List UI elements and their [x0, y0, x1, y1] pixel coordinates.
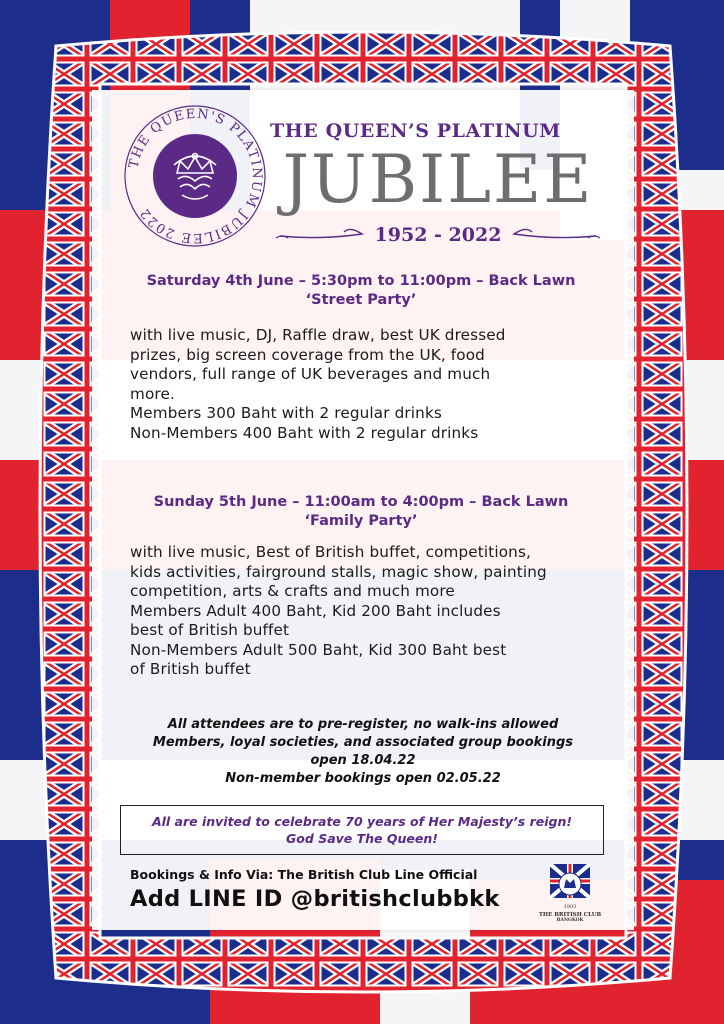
detail-line: with live music, Best of British buffet, competitions, — [130, 543, 531, 561]
notice-line: All attendees are to pre-register, no walk-ins allowed — [167, 717, 559, 732]
club-year: 1903 — [563, 904, 577, 910]
event-saturday-details — [130, 326, 600, 443]
detail-line: Non-Members 400 Baht with 2 regular drinks — [130, 423, 479, 442]
detail-line: kids activities, fairground stalls, magic show, painting — [130, 562, 547, 581]
detail-line: of British buffet — [130, 660, 251, 678]
detail-line: with live music, DJ, Raffle draw, best UK dressed — [130, 326, 506, 344]
svg-text:THE QUEEN'S PLATINUM JUBILEE 2: THE QUEEN'S PLATINUM JUBILEE 2022 — [126, 106, 265, 246]
years: 1952 - 2022 — [374, 224, 502, 246]
line-id[interactable]: Add LINE ID @britishclubbkk — [130, 886, 500, 912]
event-sunday-date: Sunday 5th June – 11:00am to 4:00pm – Back Lawn — [153, 494, 569, 510]
years-flourish — [270, 218, 606, 254]
invite-line: All are invited to celebrate 70 years of Her Majesty’s reign! — [151, 814, 573, 829]
event-sunday-title: ‘Family Party’ — [304, 513, 418, 529]
platinum-jubilee-emblem — [122, 103, 268, 249]
detail-line: Members Adult 400 Baht, Kid 200 Baht includes — [130, 601, 501, 620]
event-saturday-date: Saturday 4th June – 5:30pm to 11:00pm – Back Lawn — [146, 273, 576, 289]
title-small: THE QUEEN’S PLATINUM — [270, 120, 561, 142]
detail-line: vendors, full range of UK beverages and much — [130, 365, 491, 383]
club-name — [530, 912, 610, 923]
booking-info: Bookings & Info Via: The British Club Line Official — [130, 867, 478, 882]
detail-line: competition, arts & crafts and much more — [130, 582, 455, 600]
notice-line: Non-member bookings open 02.05.22 — [225, 771, 501, 786]
detail-line: Non-Members Adult 500 Baht, Kid 300 Baht best — [130, 640, 507, 659]
notice-line: Members, loyal societies, and associated group bookings — [152, 735, 574, 750]
detail-line: Members 300 Baht with 2 regular drinks — [130, 404, 442, 422]
detail-line: more. — [130, 384, 175, 403]
invite-line: God Save The Queen! — [286, 831, 438, 846]
event-saturday-title: ‘Street Party’ — [305, 292, 417, 308]
registration-notice — [126, 716, 600, 788]
event-sunday-details — [130, 543, 600, 680]
title-jubilee: JUBILEE — [282, 141, 594, 218]
event-sunday-heading — [126, 493, 596, 531]
detail-line: best of British buffet — [130, 621, 290, 639]
detail-line: prizes, big screen coverage from the UK, food — [130, 345, 485, 364]
club-name-text: THE BRITISH CLUB — [538, 912, 602, 918]
club-city: BANGKOK — [556, 918, 584, 923]
event-saturday-heading — [126, 272, 596, 310]
invite-box — [120, 805, 604, 855]
notice-line: open 18.04.22 — [310, 753, 416, 768]
